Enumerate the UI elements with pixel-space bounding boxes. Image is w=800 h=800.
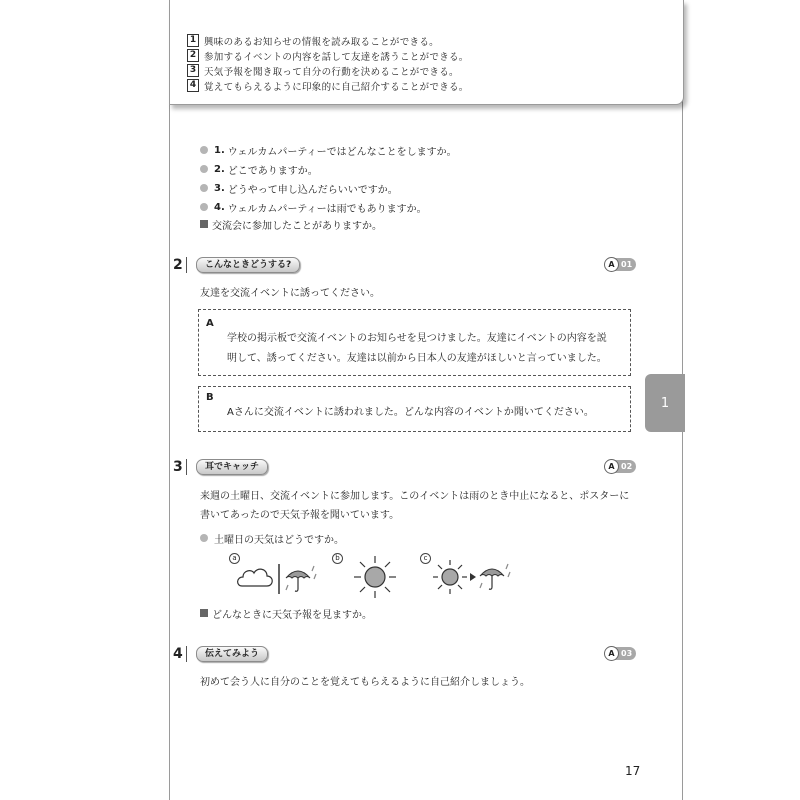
question-text: 交流会に参加したことがありますか。 (212, 220, 382, 232)
chapter-tab[interactable] (645, 374, 685, 432)
goal-1 (187, 34, 439, 47)
section-number: 2 (173, 257, 183, 273)
warmup-question-2 (200, 162, 318, 176)
warmup-question-4 (200, 200, 427, 214)
listening-question (200, 531, 344, 545)
arrow-icon (470, 573, 476, 581)
audio-icon: A (604, 257, 619, 272)
goal-text: 天気予報を聞き取って自分の行動を決めることができる。 (204, 66, 459, 78)
goal-number: 3 (187, 64, 199, 77)
question-text: どんなときに天気予報を見ますか。 (212, 609, 372, 621)
audio-icon: A (604, 646, 619, 661)
bullet-square-icon (200, 609, 208, 617)
question-text: どこでありますか。 (227, 165, 318, 177)
section-instruction-line: 来週の土曜日、交流イベントに参加します。このイベントは雨のとき中止になると、ポスターに (200, 491, 630, 502)
audio-track-number: 02 (614, 460, 636, 473)
goal-text: 興味のあるお知らせの情報を読み取ることができる。 (204, 36, 439, 48)
weather-option-a[interactable] (236, 560, 326, 596)
section-title-pill: 伝えてみよう (196, 646, 268, 662)
warmup-extra-question (200, 217, 382, 231)
goal-text: 覚えてもらえるように印象的に自己紹介することができる。 (204, 81, 469, 93)
role-label: A (206, 318, 214, 329)
page-number: 17 (625, 764, 641, 778)
section-divider (186, 646, 187, 662)
role-card-b (198, 386, 631, 432)
cloud-icon (238, 569, 273, 586)
bullet-square-icon (200, 220, 208, 228)
bullet-dot-icon (200, 534, 208, 542)
question-number: 3. (214, 182, 225, 194)
weather-option-b[interactable] (352, 554, 398, 600)
warmup-question-3 (200, 181, 398, 195)
section-instruction: 友達を交流イベントに誘ってください。 (200, 288, 380, 299)
goal-4 (187, 79, 469, 92)
umbrella-icon (480, 564, 510, 589)
option-label: a (229, 553, 240, 564)
goal-number: 2 (187, 49, 199, 62)
section-instruction-line: 書いてあったので天気予報を聞いています。 (200, 510, 400, 521)
sun-icon (433, 560, 467, 594)
chapter-number: 1 (660, 395, 670, 411)
question-number: 2. (214, 163, 225, 175)
section-instruction: 初めて会う人に自分のことを覚えてもらえるように自己紹介しましょう。 (200, 677, 530, 688)
role-text-line: Aさんに交流イベントに誘われました。どんな内容のイベントか聞いてください。 (227, 407, 594, 418)
audio-track-badge[interactable] (604, 257, 636, 271)
goal-2 (187, 49, 469, 62)
warmup-question-1 (200, 143, 457, 157)
goal-text: 参加するイベントの内容を話して友達を誘うことができる。 (204, 51, 469, 63)
option-label: c (420, 553, 431, 564)
question-text: 土曜日の天気はどうですか。 (214, 534, 344, 546)
bullet-dot-icon (200, 165, 208, 173)
bullet-dot-icon (200, 146, 208, 154)
bullet-dot-icon (200, 184, 208, 192)
followup-question (200, 606, 372, 620)
goals-box (169, 0, 684, 105)
question-text: ウェルカムパーティーは雨でもありますか。 (227, 203, 427, 215)
section-title-pill: こんなときどうする? (196, 257, 300, 273)
audio-track-badge[interactable] (604, 646, 636, 660)
weather-option-c[interactable] (430, 556, 520, 598)
audio-track-badge[interactable] (604, 459, 636, 473)
goal-number: 1 (187, 34, 199, 47)
audio-icon: A (604, 459, 619, 474)
role-label: B (206, 392, 214, 403)
bullet-dot-icon (200, 203, 208, 211)
audio-track-number: 01 (614, 258, 636, 271)
option-label: b (332, 553, 343, 564)
goal-number: 4 (187, 79, 199, 92)
section-divider (186, 257, 187, 273)
question-text: どうやって申し込んだらいいですか。 (227, 184, 398, 196)
section-divider (186, 459, 187, 475)
umbrella-icon (286, 566, 316, 591)
section-number: 4 (173, 646, 183, 662)
goal-3 (187, 64, 459, 77)
role-card-a (198, 309, 631, 376)
role-text-line: 明して、誘ってください。友達は以前から日本人の友達がほしいと言っていました。 (227, 353, 607, 364)
question-number: 4. (214, 201, 225, 213)
section-title-pill: 耳でキャッチ (196, 459, 268, 475)
question-number: 1. (214, 144, 225, 156)
section-number: 3 (173, 459, 183, 475)
sun-icon (354, 556, 396, 598)
question-text: ウェルカムパーティーではどんなことをしますか。 (227, 146, 457, 158)
audio-track-number: 03 (614, 647, 636, 660)
role-text-line: 学校の掲示板で交流イベントのお知らせを見つけました。友達にイベントの内容を説 (227, 333, 607, 344)
